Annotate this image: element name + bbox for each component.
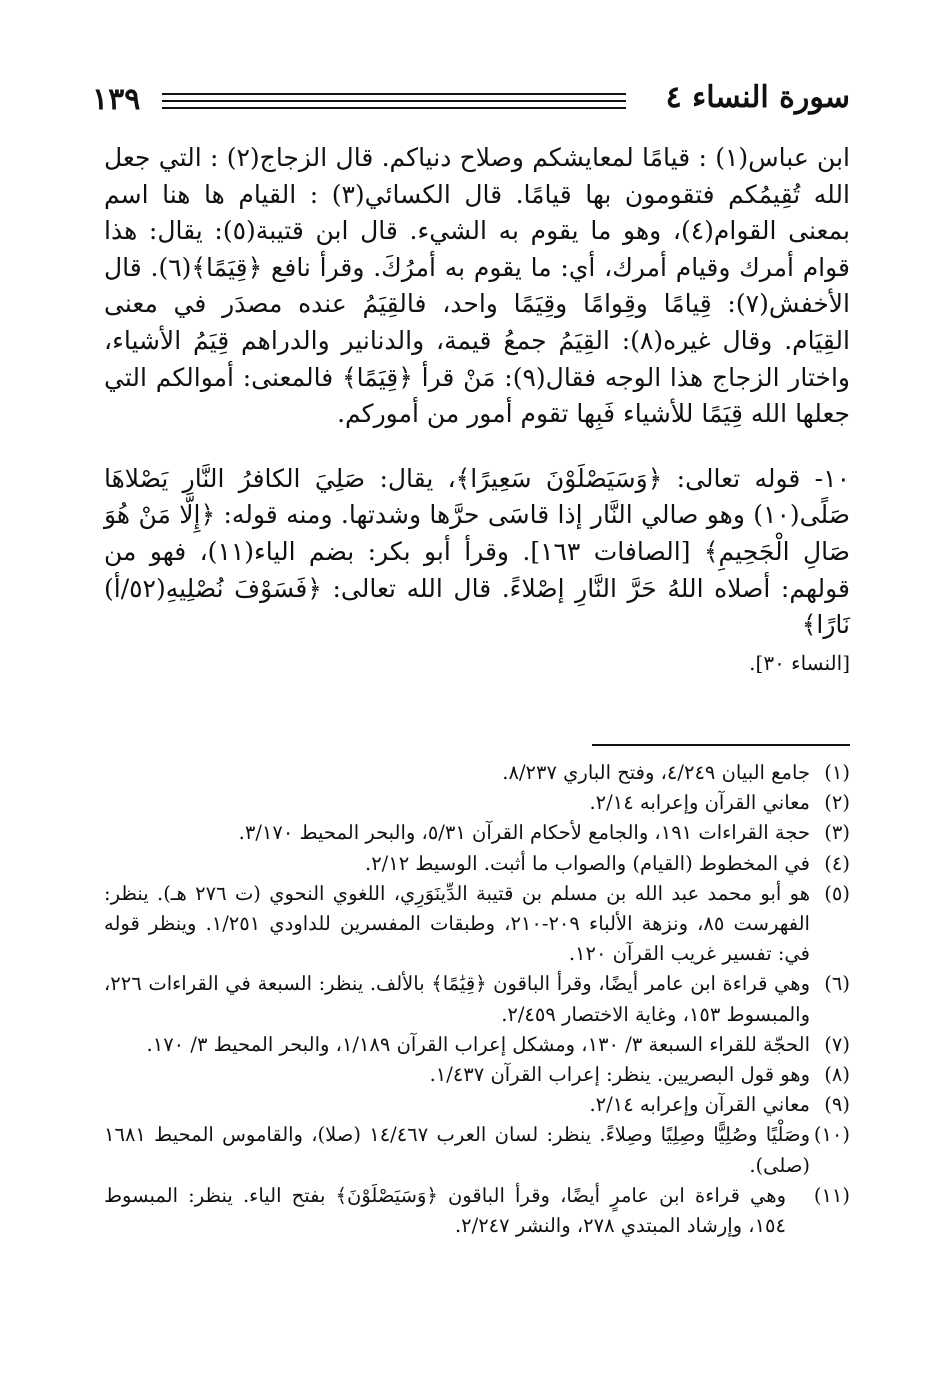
paragraph-commentary: ابن عباس(١) : قيامًا لمعايشكم وصلاح دنياكم. قال الزجاج(٢) : التي جعل الله تُقِيمُكم فتقومون بها قيامًا. قال الكسائي(٣) : القيام ها هنا اسم بمعنى القوام(٤)، وهو ما يقوم به الشيء. قال ابن قتيبة(٥): يقال: هذا قوام أمرك وقيام أمرك، أي: ما يقوم به أمرُكَ. وقرأ نافع ﴿قِيَمًا﴾(٦). قال الأخفش(٧): قِيامًا وقِوامًا وقِيَمًا واحد، فالقِيَمُ عنده مصدَر في معنى القِيَام. وقال غيره(٨): القِيَمُ جمعُ قيمة، والدنانير والدراهم قِيَمُ الأشياء، واختار الزجاج هذا الوجه فقال(٩): مَنْ قرأ ﴿قِيَمًا﴾ فالمعنى: أموالكم التي جعلها الله قِيَمًا للأشياء فَبِها تقوم أمور من أموركم. <box>104 143 850 429</box>
footnote-number: (٥) <box>824 881 850 905</box>
footnote <box>104 1181 850 1241</box>
footnote-number: (٣) <box>824 821 850 845</box>
footnote-number: (٤) <box>824 851 850 875</box>
footnote-text: الحجّة للقراء السبعة ٣/ ١٣٠، ومشكل إعراب القرآن ١/١٨٩، والبحر المحيط ٣/ ١٧٠. <box>146 1032 810 1056</box>
footnote-text: جامع البيان ٤/٢٤٩، وفتح الباري ٨/٢٣٧. <box>502 761 810 784</box>
footnote-text: وهي قراءة ابن عامرٍ أيضًا، وقرأ الباقون ﴿وَسَيَصْلَوْنَ﴾ بفتح الياء. ينظر: المبسوط ١٥٤، وإرشاد المبتدي ٢٧٨، والنشر ٢/٢٤٧. <box>104 1183 786 1238</box>
footnote <box>104 969 850 1029</box>
footnote-text: معاني القرآن وإعرابه ٢/١٤. <box>589 1093 810 1117</box>
footnote-text: وصَلْيًا وصُلِيًّا وصِلِيًا وصِلاءً. ينظر: لسان العرب ١٤/٤٦٧ (صلا)، والقاموس المحيط ١٦٨١ (صلى). <box>104 1123 810 1177</box>
footnote <box>104 1090 850 1120</box>
footnote <box>104 1120 850 1180</box>
footnote-text: وهي قراءة ابن عامر أيضًا، وقرأ الباقون ﴿قِيَٰمًا﴾ بالألف. ينظر: السبعة في القراءات ٢٢٦، والمبسوط ١٥٣، وغاية الاختصار ٢/٤٥٩. <box>104 972 810 1026</box>
header-rule <box>162 100 626 102</box>
footnote-number: (١) <box>824 761 850 784</box>
footnote-text: حجة القراءات ١٩١، والجامع لأحكام القرآن ٥/٣١، والبحر المحيط ٣/١٧٠. <box>238 821 810 845</box>
footnote <box>104 879 850 970</box>
header-rule <box>162 93 626 95</box>
page-header <box>92 78 850 122</box>
surah-title: سورة النساء ٤ <box>665 80 850 115</box>
footnote <box>104 1060 850 1090</box>
footnote-number: (٦) <box>824 972 850 996</box>
footnote <box>104 758 850 788</box>
footnote-number: (٧) <box>824 1032 850 1056</box>
footnote-text: في المخطوط (القيام) والصواب ما أثبت. الوسيط ٢/١٢. <box>365 851 810 875</box>
footnote-number: (١١) <box>813 1183 850 1207</box>
footnote-number: (١٠) <box>813 1123 850 1147</box>
verse-10-text: ١٠- قوله تعالى: ﴿وَسَيَصْلَوْنَ سَعِيرًا﴾، يقال: صَلِيَ الكافرُ النَّار يَصْلاهَا صَلًى(١٠) وهو صالي النَّار إذا قاسَى حرَّها وشدتها. ومنه قوله: ﴿إِلَّا مَنْ هُوَ صَالِ الْجَحِيمِ﴾ [الصافات ١٦٣]. وقرأ أبو بكر: بضم الياء(١١)، فهو من قولهم: أصلاه اللهُ حَرَّ النَّارِ إصْلاءً. قال الله تعالى: ﴿فَسَوْفَ نُصْلِيهِ(٥٢/أ) نَارًا﴾ <box>104 463 850 640</box>
footnote-text: معاني القرآن وإعرابه ٢/١٤. <box>589 791 810 815</box>
page-number: ١٣٩ <box>92 82 141 117</box>
header-rule <box>162 107 626 109</box>
footnote-number: (٢) <box>824 791 850 815</box>
verse-reference: [النساء ٣٠]. <box>749 650 850 675</box>
footnote-number: (٨) <box>824 1063 850 1087</box>
footnote <box>104 788 850 818</box>
main-text <box>104 140 850 681</box>
footnote <box>104 849 850 879</box>
footnotes-section <box>104 758 850 1241</box>
footnote-text: هو أبو محمد عبد الله بن مسلم بن قتيبة الدِّينَوَرِي، اللغوي النحوي (ت ٢٧٦ هـ). ينظر: الفهرست ٨٥، ونزهة الألباء ٢٠٩-٢١٠، وطبقات المفسرين للداودي ١/٢٥١. وينظر قوله في: تفسير غريب القرآن ١٢٠. <box>104 881 811 966</box>
footnote <box>104 818 850 848</box>
footnote-text: وهو قول البصريين. ينظر: إعراب القرآن ١/٤٣٧. <box>429 1063 810 1087</box>
footnote-number: (٩) <box>824 1093 850 1117</box>
footnote-separator <box>592 744 850 746</box>
paragraph-verse-10 <box>104 461 850 682</box>
footnote <box>104 1030 850 1060</box>
